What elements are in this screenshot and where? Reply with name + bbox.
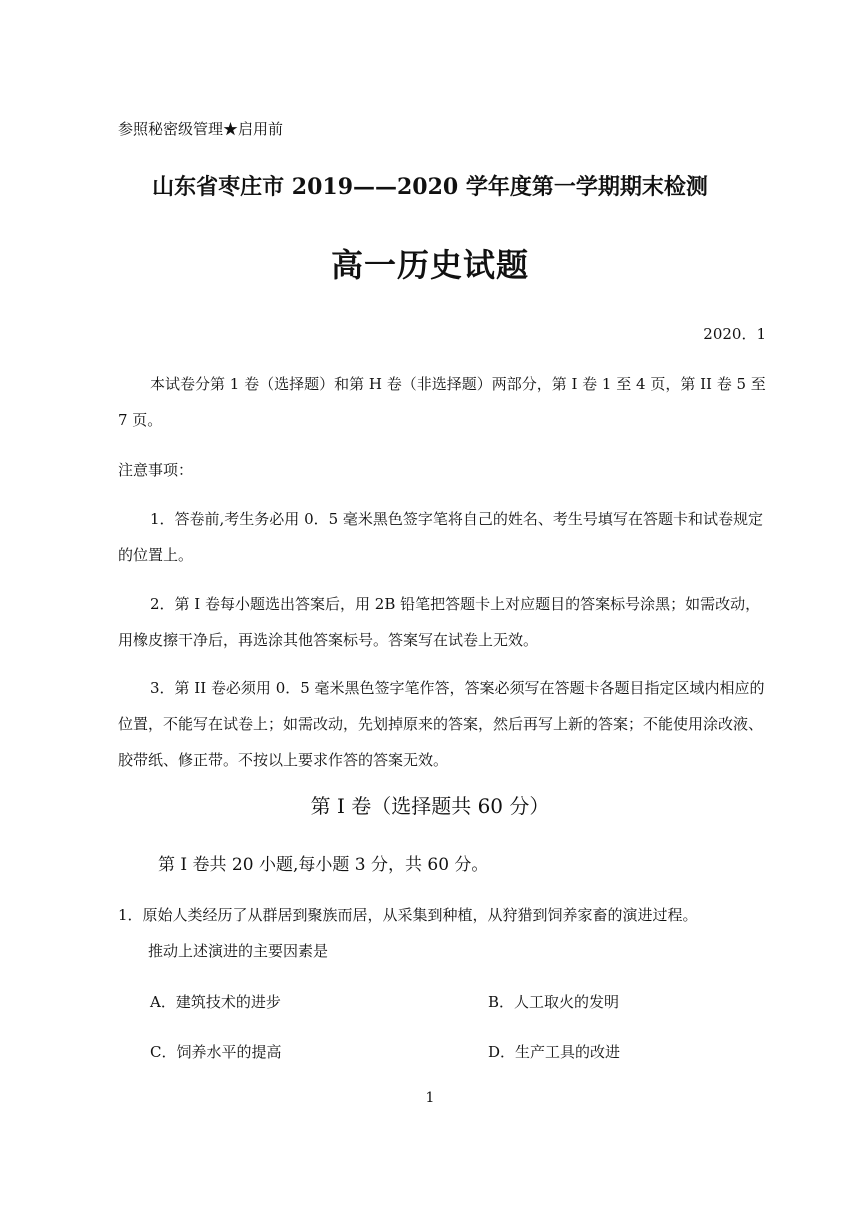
section-title: 第 I 卷（选择题共 60 分） (310, 794, 550, 818)
question-1-option-b: B．人工取火的发明 (488, 993, 620, 1011)
notice-heading: 注意事项： (118, 461, 194, 479)
question-1-stem-continued: 推动上述演进的主要因素是 (148, 942, 329, 960)
notice-item-3: 3．第 II 卷必须用 0．5 毫米黑色签字笔作答，答案必须写在答题卡各题目指定区域内相应的位置，不能写在试卷上；如需改动，先划掉原来的答案，然后再写上新的答案；不能使用涂改液、胶带纸、修正带。不按以上要求作答的答案无效。 (118, 679, 765, 769)
notice-item-2: 2．第 I 卷每小题选出答案后，用 2B 铅笔把答题卡上对应题目的答案标号涂黑；如需改动，用橡皮擦干净后，再选涂其他答案标号。答案写在试卷上无效。 (118, 595, 761, 649)
question-1-option-a: A．建筑技术的进步 (150, 993, 281, 1011)
question-1-option-c: C．饲养水平的提高 (150, 1043, 282, 1061)
page-number: 1 (425, 1090, 435, 1106)
confidentiality-notice: 参照秘密级管理★启用前 (118, 120, 284, 138)
exam-date: 2020．1 (703, 325, 766, 343)
question-1-option-d: D．生产工具的改进 (488, 1043, 621, 1061)
question-1-stem: 1．原始人类经历了从群居到聚族而居，从采集到种植，从狩猎到饲养家畜的演进过程。 (118, 906, 698, 924)
exam-subtitle: 山东省枣庄市 2019——2020 学年度第一学期期末检测 (152, 174, 708, 200)
section-note: 第 I 卷共 20 小题,每小题 3 分，共 60 分。 (158, 855, 489, 875)
exam-title: 高一历史试题 (330, 246, 529, 284)
intro-paragraph: 本试卷分第 1 卷（选择题）和第 H 卷（非选择题）两部分，第 I 卷 1 至 4 页，第 II 卷 5 至 7 页。 (118, 375, 766, 429)
notice-item-1: 1．答卷前,考生务必用 0．5 毫米黑色签字笔将自己的姓名、考生号填写在答题卡和试卷规定的位置上。 (118, 510, 763, 564)
